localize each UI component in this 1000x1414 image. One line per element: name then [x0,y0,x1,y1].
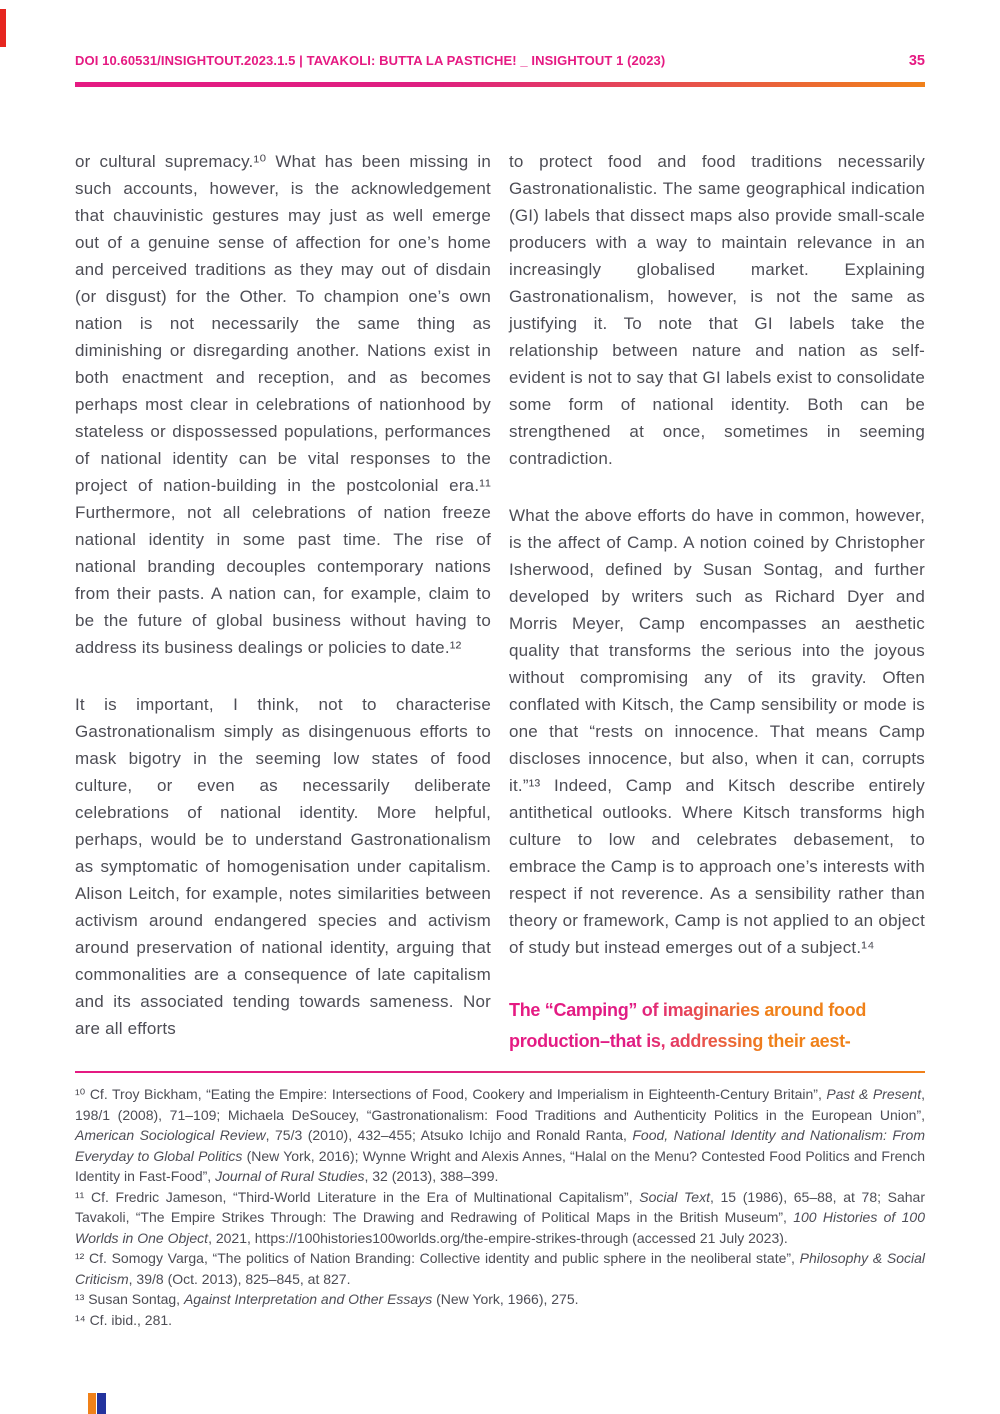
body-paragraph: What the above efforts do have in common, however, is the affect of Camp. A notion coined by Christopher Isherwood, defined by Susan Sontag, and further developed by writers such as Richard Dyer and Morris Meyer, Camp encompasses an aesthetic quality that transforms the serious into the joyous without compromising any of its gravity. Often conflated with Kitsch, the Camp sensibility or mode is one that “rests on innocence. That means Camp discloses innocence, but also, when it can, corrupts it.”¹³ Indeed, Camp and Kitsch describe entirely antithetical outlooks. Where Kitsch transforms high culture to low and celebrates debasement, to embrace the Camp is to approach one’s interests with respect if not reverence. As a sensibility rather than theory or framework, Camp is not applied to an object of study but instead emerges out of a subject.¹⁴ [509,506,925,957]
body-paragraph: or cultural supremacy.¹⁰ What has been missing in such accounts, however, is the acknowledgement that chauvinistic gestures may just as well emerge out of a genuine sense of affection for one’s home and perceived traditions as they may out of disdain (or disgust) for the Other. To champion one’s own nation is not necessarily the same thing as diminishing or disregarding another. Nations exist in both enactment and reception, and as becomes perhaps most clear in celebrations of nationhood by stateless or dispossessed populations, performances of national identity can be vital responses to the project of nation-building in the postcolonial era.¹¹ Furthermore, not all celebrations of nation freeze national identity in some past time. The rise of national branding decouples contemporary nations from their pasts. A nation can, for example, claim to be the future of global business without having to address its business dealings or policies to date.¹² [75,152,491,657]
bleed-mark-orange [88,1393,96,1414]
page-number: 35 [908,53,925,69]
body-paragraph: to protect food and food traditions necessarily Gastronationalistic. The same geographical indication (GI) labels that dissect maps also provide small-scale producers with a way to maintain relevance in an increasingly globalised market. Explaining Gastronationalism, however, is not the same as justifying it. To note that GI labels take the relationship between nature and nation as self-evident is not to say that GI labels exist to consolidate some form of national identity. Both can be strengthened at once, sometimes in seeming contradiction. [509,152,925,468]
page-header [75,53,925,69]
footnote-12: ¹² Cf. Somogy Varga, “The politics of Nation Branding: Collective identity and public sphere in the neoliberal state”, Philosophy & Social Criticism, 39/8 (Oct. 2013), 825–845, at 827. [75,1250,925,1287]
bleed-mark-blue [97,1393,106,1414]
footnote-14: ¹⁴ Cf. ibid., 281. [75,1311,173,1328]
footnote-11: ¹¹ Cf. Fredric Jameson, “Third-World Literature in the Era of Multinational Capitalism”, Social Text, 15 (1986), 65–88, at 78; Sahar Tavakoli, “The Empire Strikes Through: The Drawing and Redrawing of Political Maps in the British Museum”, 100 Histories of 100 Worlds in One Object, 2021, https://100histories100worlds.org/the-empire-strikes-through (accessed 21 July 2023). [75,1188,926,1246]
right-column [509,148,925,1072]
header-rule [75,82,925,87]
section-heading: The “Camping” of imaginaries around food production–that is, addressing their aest- [509,995,925,1057]
footnote-13: ¹³ Susan Sontag, Against Interpretation and Other Essays (New York, 1966), 275. [75,1291,579,1307]
body-paragraph: It is important, I think, not to characterise Gastronationalism simply as disingenuous efforts to mask bigotry in the seeming low states of food culture, or even as necessarily deliberate celebrations of national identity. More helpful, perhaps, would be to understand Gastronationalism as symptomatic of homogenisation under capitalism. Alison Leitch, for example, notes similarities between activism around endangered species and activism around preservation of national identity, arguing that commonalities are a consequence of late capitalism and its associated tending towards sameness. Nor are all efforts [75,695,491,1038]
left-column [75,148,491,1072]
article-body [75,148,925,1072]
bleed-mark-red [0,9,6,47]
footnote-10: ¹⁰ Cf. Troy Bickham, “Eating the Empire: Intersections of Food, Cookery and Imperialism in Eighteenth-Century Britain”, Past & Present, 198/1 (2008), 71–109; Michaela DeSoucey, “Gastronationalism: Food Traditions and Authenticity Politics in the European Union”, American Sociological Review, 75/3 (2010), 432–455; Atsuko Ichijo and Ronald Ranta, Food, National Identity and Nationalism: From Everyday to Global Politics (New York, 2016); Wynne Wright and Alexis Annes, “Halal on the Menu? Contested Food Politics and French Identity in Fast-Food”, Journal of Rural Studies, 32 (2013), 388–399. [75,1086,925,1184]
footnote-rule [75,1071,925,1073]
footnotes [75,1071,925,1330]
doi-running-head: DOI 10.60531/INSIGHTOUT.2023.1.5 | TAVAKOLI: BUTTA LA PASTICHE! _ INSIGHTOUT 1 (2023) [75,53,666,68]
